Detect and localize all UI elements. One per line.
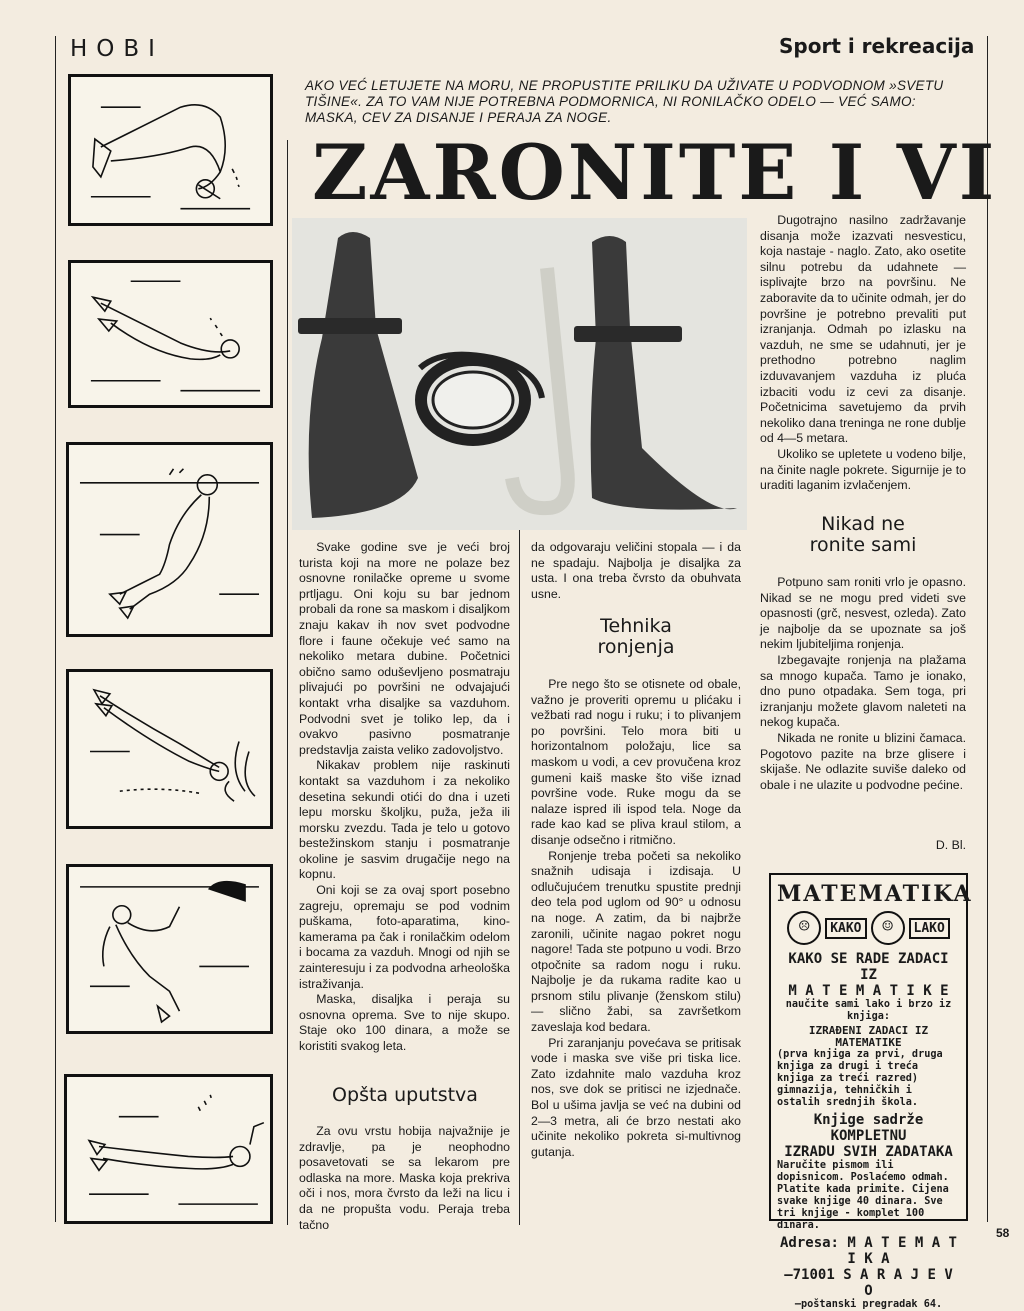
col3-paragraph: Ukoliko se upletete u vodeno bilje, na činite nagle pokrete. Sigurnije je to uraditi laganim izvlačenjem. xyxy=(760,446,966,493)
column-1b xyxy=(299,1124,510,1233)
col3-paragraph: Nikada ne ronite u blizini čamaca. Pogotovo pazite na brze glisere i skijaše. Ne odlazite suviše daleko od obale i ne ulazite u podvodne pećine. xyxy=(760,730,966,792)
ad-kako: KAKO xyxy=(825,918,866,939)
ad-title: MATEMATIKA xyxy=(777,881,973,907)
diver-sketch-1 xyxy=(71,77,270,223)
subhead-line: ronjenja xyxy=(597,636,675,658)
ad-logo-row xyxy=(777,911,960,945)
column-2b xyxy=(531,677,741,1160)
col1-paragraph: Nikakav problem nije raskinuti kontakt sa vazduhom i za nekoliko desetina sekundi otići do dna i uzeti lepu morsku školjku, puža, ježa ili morsku zvezdu. Tada je telo u gotovo bestežinskom stanju i posmatranje okoline je sasvim drugačije nego na kopnu. xyxy=(299,758,510,882)
col3-paragraph: Izbegavajte ronjenja na plažama sa mnogo kupača. Tamo je ionako, dno puno otpadaka. Sem toga, pri izranjanju možete glavom naleteti na nekog kupača. xyxy=(760,652,966,730)
diver-sketch-3 xyxy=(69,445,270,634)
subhead-line: Nikad ne xyxy=(821,513,905,535)
subhead-never-dive-alone xyxy=(760,514,966,556)
column-3b xyxy=(760,575,966,793)
diver-sketch-6 xyxy=(67,1077,270,1221)
rubric-title: Sport i rekreacija xyxy=(779,34,975,58)
col1-paragraph: Za ovu vrstu hobija najvažnije je zdravlje, pa je neophodno posavetovati se sa lekarom pre odlaska na more. Maska koja prekriva oči i nos, mora čvrsto da leži na licu i da ne propušta vodu. Peraja treba tačno xyxy=(299,1124,510,1232)
ad-line: KAKO SE RADE ZADACI IZ xyxy=(788,951,949,983)
math-book-advertisement xyxy=(769,873,973,1310)
ad-line: IZRADU SVIH ZADATAKA xyxy=(784,1144,953,1160)
subhead-line: ronite sami xyxy=(809,534,917,556)
page-number: 58 xyxy=(996,1226,1010,1240)
sad-face-icon: ☹ xyxy=(787,911,821,945)
happy-face-icon: ☺ xyxy=(871,911,905,945)
ad-line: Adresa: M A T E M A T I K A xyxy=(779,1235,957,1267)
col1-paragraph: Svake godine sve je veći broj turista koji na more ne polaze bez osnovne ronilačke opreme u svome prtljagu. Oni koju su bar jednom probali da rone sa maskom i disaljkom znaju kakav ih nov svet podvodne flore i faune očekuje već samo na nekoliko metara dubine. Početnici obično samo oduševljeno posmatraju plivajući po površini ne odvajajući kontakt vrha disaljke sa vazduhom. Podvodni svet je toliko lep, da i ovakvo pasivno posmatranje predstavlja zaista veliko zadovoljstvo. xyxy=(299,540,510,757)
headline: ZARONITE I VI xyxy=(312,128,998,217)
illustration-diver-3 xyxy=(66,442,273,637)
diver-sketch-2 xyxy=(71,263,270,405)
col3-paragraph: Potpuno sam roniti vrlo je opasno. Nikad se ne mogu pred videti sve opasnosti (grč, nesvest, ozleda). Zato je najbolje da se upoznate sa još nekim ljubiteljima ronjenja. xyxy=(760,575,966,652)
col2-paragraph: Pri zaranjanju povećava se pritisak vode i maska sve više pri tiska lice. Zato izdahnite malo vazduha kroz nos, sve dok se pritisci ne izjednače. Bol u ušima javlja se već na dubini od 2—3 metra, ali će brzo nestati ako učinite nekoliko pokreta si-multivnog gutanja. xyxy=(531,1035,741,1159)
ad-line: M A T E M A T I K E xyxy=(788,983,949,999)
diver-sketch-4 xyxy=(69,672,270,826)
ad-lako: LAKO xyxy=(909,918,950,939)
illustration-diver-6 xyxy=(64,1074,273,1224)
ad-line: —poštanski pregradak 64. xyxy=(794,1299,943,1310)
illustration-diver-2 xyxy=(68,260,273,408)
col1-paragraph: Maska, disaljka i peraja su osnovna oprema. Sve to nije skupo. Staje oko 100 dinara, a može se koristiti svakog leta. xyxy=(299,992,510,1053)
intro-text: AKO VEĆ LETUJETE NA MORU, NE PROPUSTITE PRILIKU DA UŽIVATE U PODVODNOM »SVETU TIŠINE«. ZA TO VAM NIJE POTREBNA PODMORNICA, NI RONILAČKO ODELO — VEĆ SAMO: MASKA, CEV ZA DISANJE I PERAJA ZA NOGE. xyxy=(305,78,944,125)
ad-line: —71001 S A R A J E V O xyxy=(784,1267,953,1299)
ad-line: IZRAĐENI ZADACI IZ MATEMATIKE xyxy=(808,1024,929,1049)
ad-line: naučite sami lako i brzo iz knjiga: xyxy=(785,999,952,1022)
subhead-diving-technique xyxy=(531,616,741,658)
col1-paragraph: Oni koji se za ovaj sport posebno zagreju, opremaju se pod vodnim puškama, foto-aparatima, kino-kamerama pa čak i ronilačkim odelom i bocama za vazduh. Mnogi od njih se zainteresuju i za podvodna arheološka istraživanja. xyxy=(299,883,510,991)
col2-paragraph: Pre nego što se otisnete od obale, važno je proveriti opremu u plićaku i vežbati rad nogu i ruku; i to plivanjem po površini. Telo mora biti u horizontalnom položaju, lice sa maskom u vodi, a cev provučena kroz gumeni kaiš maske što višе iznad površine vode. Ruke mogu da se nalaze ispred ili ispod tela. Noge da rade kao kad se pliva kraul stilom, a disanje odsečno i ritmično. xyxy=(531,677,741,847)
col2-paragraph: da odgovaraju veličini stopala — i da ne spadaju. Najbolja je disaljka za usta. I ona treba čvrsto da obuhvata usne. xyxy=(531,540,741,601)
author-initials: D. Bl. xyxy=(935,838,966,852)
subhead-line: Tehnika xyxy=(600,615,672,637)
subhead-general-instructions: Opšta uputstva xyxy=(332,1084,478,1106)
equipment-photo xyxy=(292,218,747,530)
illustration-diver-5 xyxy=(66,864,273,1034)
col2-paragraph: Ronjenje treba početi sa nekoliko snažnih udisaja i izdisaja. U odlučujućem trenutku spustite prednji deo tela pod uglom od 90° u odnosu na noge. A zatim, da bi najbrže zaronili, učinite nagao pokret nogu nagore! Tada ste potpuno u vodi. Brzo otpočnite sa radom nogu i ruku. Najbolje je da rukama radite kao u prsnom stilu plivanje (ženskom stilu) — slično žabi, sa završetkom zaveslaja kod bedara. xyxy=(531,848,741,1035)
page-rule-left xyxy=(55,36,56,1222)
column-3 xyxy=(760,213,966,494)
illustration-diver-4 xyxy=(66,669,273,829)
ad-line: Naručite pismom ili dopisnicom. Poslaćemo odmah. Platite kada primite. Cijena svake knjige 40 dinara. Sve tri knjige - komplet 100 dinara. xyxy=(777,1160,949,1231)
column-1 xyxy=(299,540,510,1055)
column-rule-1 xyxy=(287,140,288,1225)
ad-line: Knjige sadrže KOMPLETNU xyxy=(813,1112,924,1144)
col3-paragraph: Dugotrajno nasilno zadržavanje disanja može izazvati nesvesticu, koja nastaje - naglo. Zato, ako osetite silnu potrebu da udahnete — isplivajte brzo na površinu. Ne zaboravite da to učinite odmah, jer do površine je potrebno prevaliti put izranjanja. Odmah po izlasku na vazduh, ne sme se udahnuti, jer je prethodno potrebno naglim izduvavanjem vazduha iz pluća izbaciti vodu iz cevi za disanje. Početnicima savetujemo da prvih nekoliko dana treninga ne rone dublje od 4—5 metara. xyxy=(760,213,966,446)
fins-mask-snorkel-photo xyxy=(292,218,747,530)
column-rule-2 xyxy=(519,530,520,1225)
illustration-diver-1 xyxy=(68,74,273,226)
section-title: HOBI xyxy=(70,36,164,62)
column-2 xyxy=(531,540,741,602)
diver-sketch-5 xyxy=(69,867,270,1031)
ad-line: (prva knjiga za prvi, druga knjiga za drugi i treća knjiga za treći razred) gimnazija, tehničkih i ostalih srednjih škola. xyxy=(777,1049,943,1108)
